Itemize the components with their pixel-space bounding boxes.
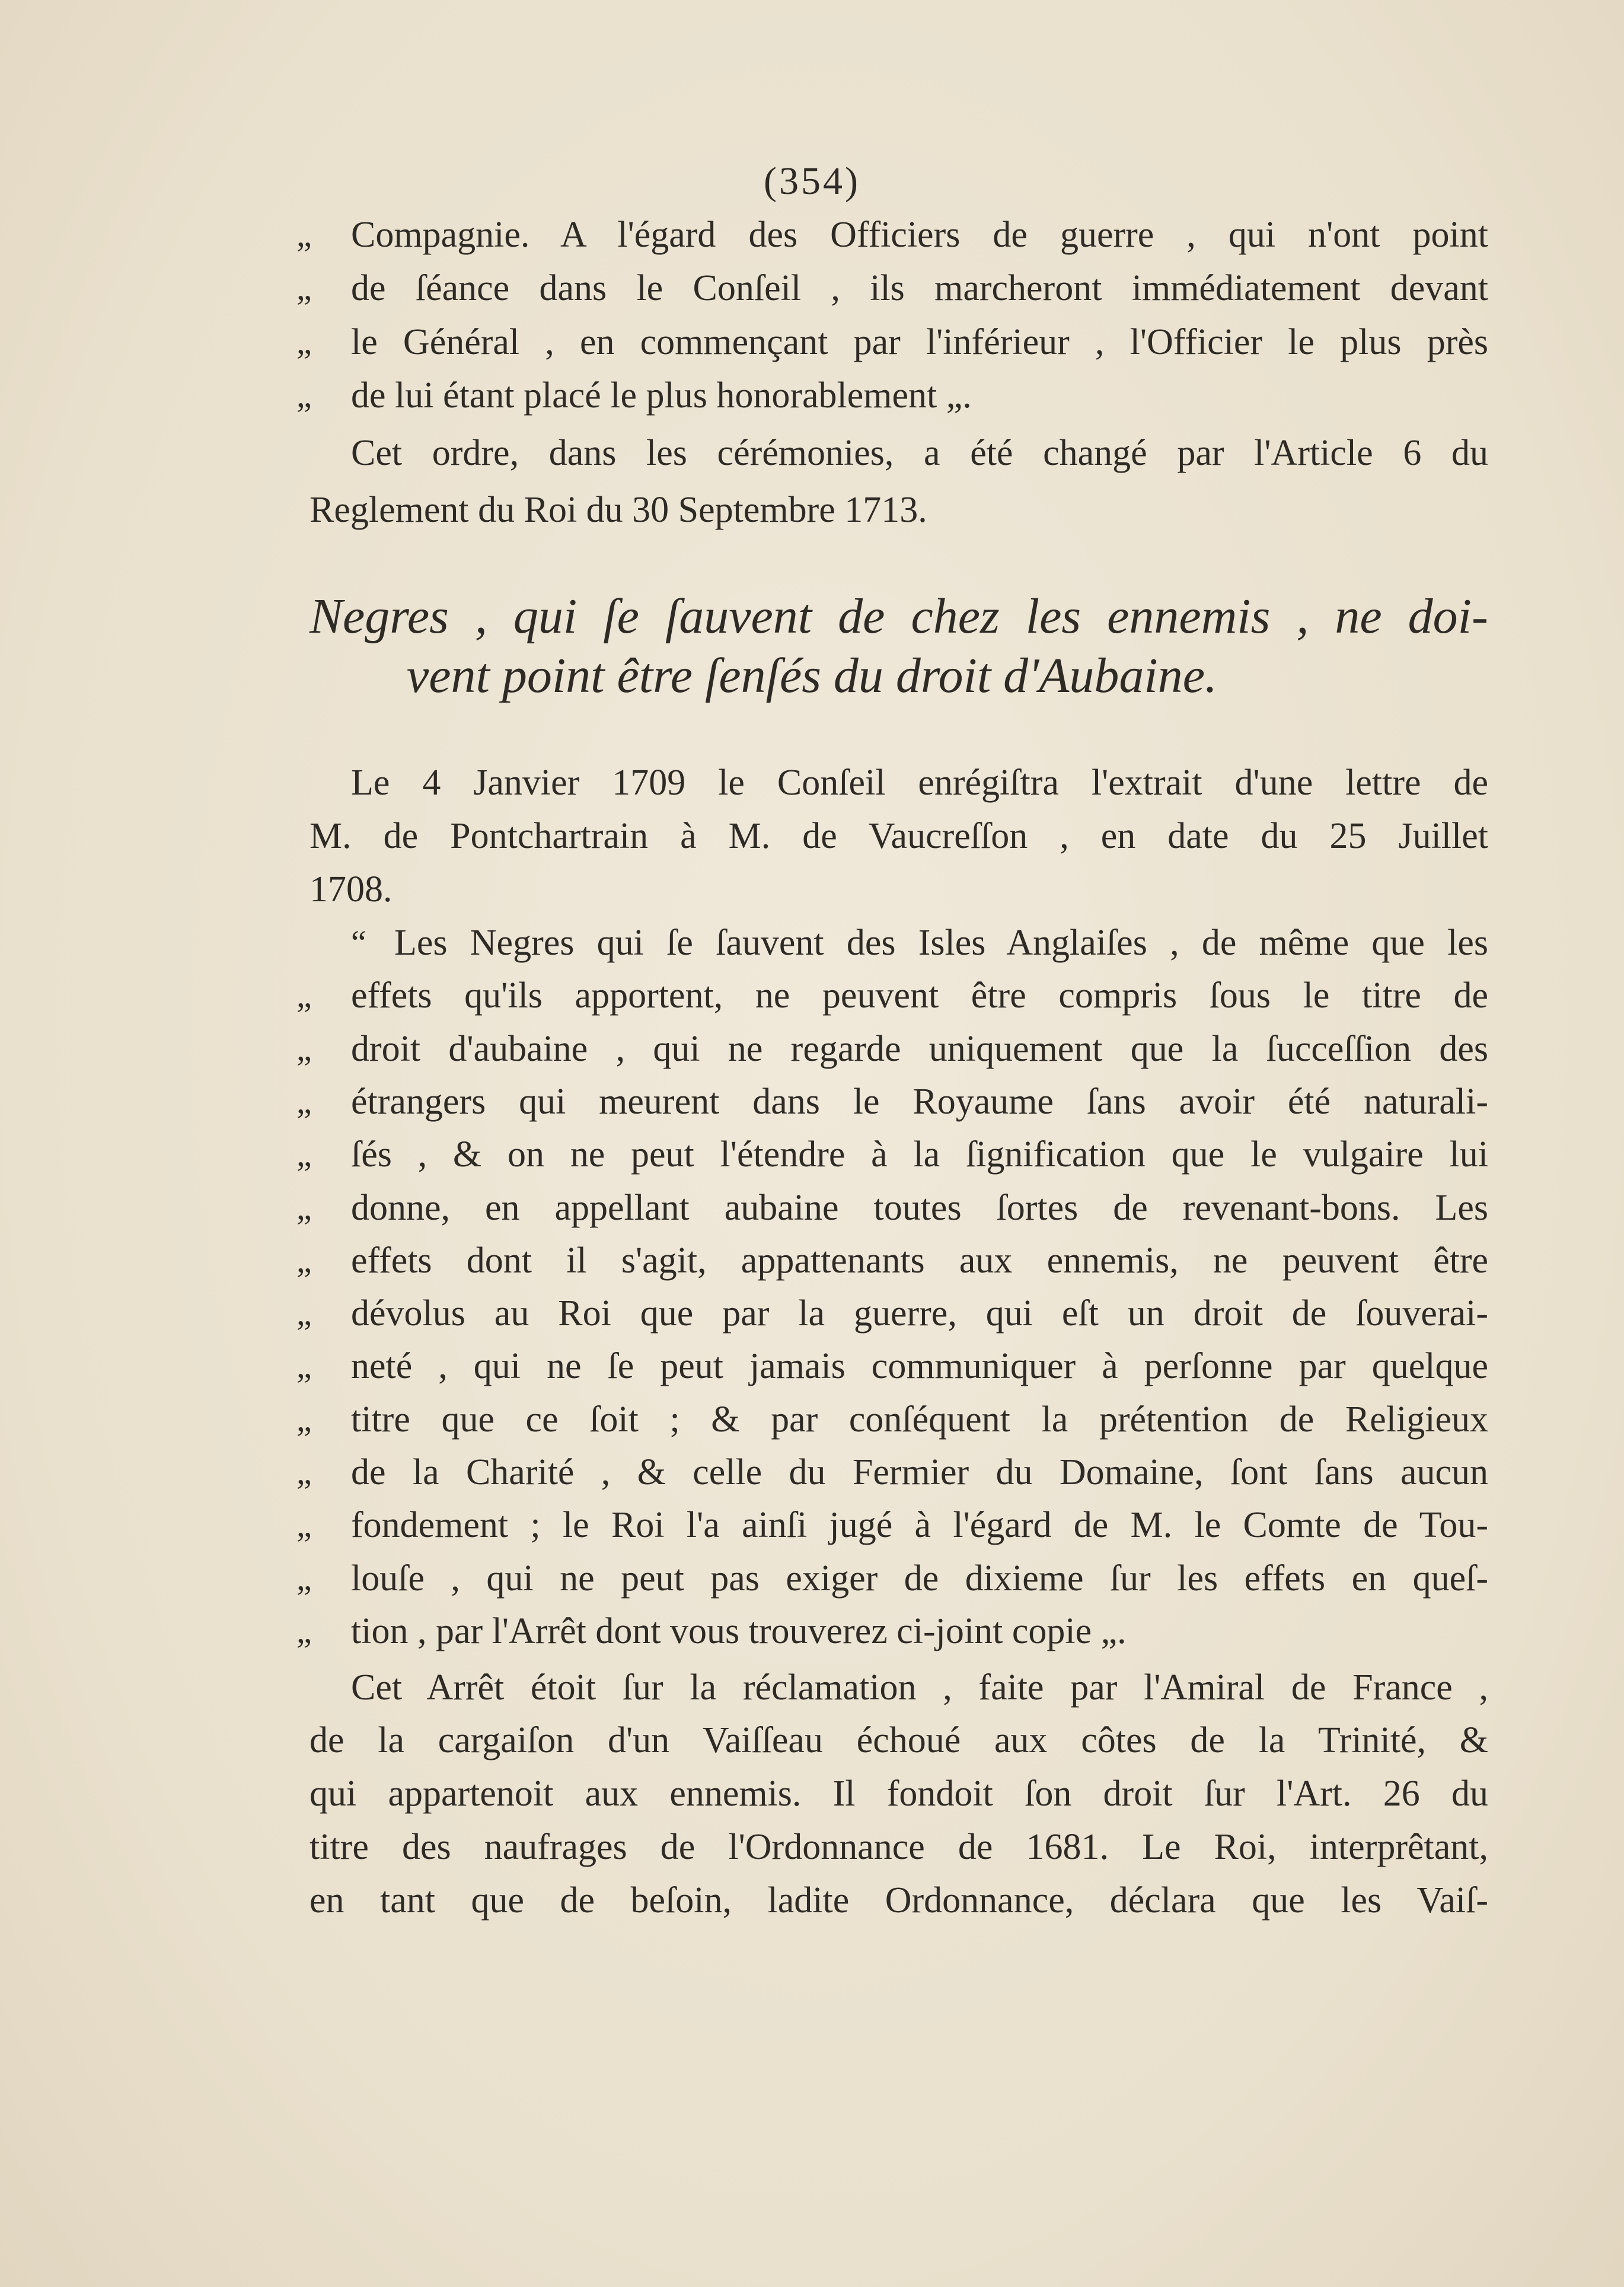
paragraph-text: titre des naufrages de l'Ordonnance de 1681. Le Roi, interprêtant, bbox=[310, 1827, 1488, 1867]
quote-mark: „ bbox=[296, 1082, 312, 1121]
quote-mark: „ bbox=[296, 1559, 312, 1597]
quote-text: ſés , & on ne peut l'étendre à la ſignification que le vulgaire lui bbox=[351, 1134, 1488, 1175]
quote-mark: „ bbox=[296, 1188, 312, 1227]
quote-mark: „ bbox=[296, 1135, 312, 1173]
paragraph-text: en tant que de beſoin, ladite Ordonnance, déclara que les Vaiſ- bbox=[310, 1880, 1488, 1921]
quote-text: étrangers qui meurent dans le Royaume ſans avoir été naturali- bbox=[351, 1082, 1488, 1122]
quote-text: Les Negres qui ſe ſauvent des Isles Anglaiſes , de même que les bbox=[394, 923, 1488, 963]
quote-text: Compagnie. A l'égard des Officiers de guerre , qui n'ont point bbox=[351, 215, 1488, 255]
quote-mark: „ bbox=[296, 323, 312, 361]
quote-mark: “ bbox=[351, 923, 366, 962]
quote-mark: „ bbox=[296, 376, 312, 414]
quote-mark: „ bbox=[296, 1294, 312, 1332]
quote-mark: „ bbox=[296, 1453, 312, 1491]
page-number: (354) bbox=[764, 160, 860, 203]
heading-line-2: vent point être ſenſés du droit d'Aubaine. bbox=[406, 648, 1218, 703]
quote-text: titre que ce ſoit ; & par conſéquent la prétention de Religieux bbox=[351, 1399, 1488, 1440]
quote-mark: „ bbox=[296, 1029, 312, 1068]
paragraph-text: de la cargaiſon d'un Vaiſſeau échoué aux côtes de la Trinité, & bbox=[310, 1720, 1488, 1760]
paragraph-text: qui appartenoit aux ennemis. Il fondoit ſon droit ſur l'Art. 26 du bbox=[310, 1774, 1488, 1814]
quote-mark: „ bbox=[296, 1612, 312, 1650]
quote-text: droit d'aubaine , qui ne regarde uniquement que la ſucceſſion des bbox=[351, 1029, 1488, 1069]
quote-text: tion , par l'Arrêt dont vous trouverez ci-joint copie „. bbox=[351, 1611, 1127, 1651]
quote-text: dévolus au Roi que par la guerre, qui eſt un droit de ſouverai- bbox=[351, 1293, 1488, 1334]
quote-text: donne, en appellant aubaine toutes ſortes de revenant-bons. Les bbox=[351, 1188, 1488, 1228]
paragraph-text: Cet ordre, dans les cérémonies, a été changé par l'Article 6 du bbox=[351, 433, 1488, 473]
paragraph-text: 1708. bbox=[310, 869, 393, 910]
quote-mark: „ bbox=[296, 1505, 312, 1544]
quote-text: fondement ; le Roi l'a ainſi jugé à l'égard de M. le Comte de Tou- bbox=[351, 1505, 1488, 1545]
quote-mark: „ bbox=[296, 269, 312, 307]
quote-text: le Général , en commençant par l'inférieur , l'Officier le plus près bbox=[351, 322, 1488, 362]
quote-text: neté , qui ne ſe peut jamais communiquer à perſonne par quelque bbox=[351, 1346, 1488, 1386]
quote-text: louſe , qui ne peut pas exiger de dixieme ſur les effets en queſ- bbox=[351, 1558, 1488, 1599]
quote-text: effets qu'ils apportent, ne peuvent être compris ſous le titre de bbox=[351, 975, 1488, 1016]
quote-text: de ſéance dans le Conſeil , ils marcheront immédiatement devant bbox=[351, 268, 1488, 308]
paragraph-text: Cet Arrêt étoit ſur la réclamation , faite par l'Amiral de France , bbox=[351, 1667, 1488, 1708]
quote-text: effets dont il s'agit, appattenants aux ennemis, ne peuvent être bbox=[351, 1240, 1488, 1281]
quote-text: de la Charité , & celle du Fermier du Domaine, ſont ſans aucun bbox=[351, 1452, 1488, 1492]
paragraph-text: Le 4 Janvier 1709 le Conſeil enrégiſtra l'extrait d'une lettre de bbox=[351, 763, 1488, 803]
heading-line-1: Negres , qui ſe ſauvent de chez les ennemis , ne doi- bbox=[310, 589, 1488, 644]
quote-mark: „ bbox=[296, 1400, 312, 1438]
quote-mark: „ bbox=[296, 215, 312, 254]
quote-mark: „ bbox=[296, 1241, 312, 1280]
paragraph-text: Reglement du Roi du 30 Septembre 1713. bbox=[310, 490, 927, 530]
quote-mark: „ bbox=[296, 976, 312, 1015]
paragraph-text: M. de Pontchartrain à M. de Vaucreſſon , en date du 25 Juillet bbox=[310, 816, 1488, 856]
quote-text: de lui étant placé le plus honorablement „. bbox=[351, 375, 972, 416]
quote-mark: „ bbox=[296, 1347, 312, 1385]
